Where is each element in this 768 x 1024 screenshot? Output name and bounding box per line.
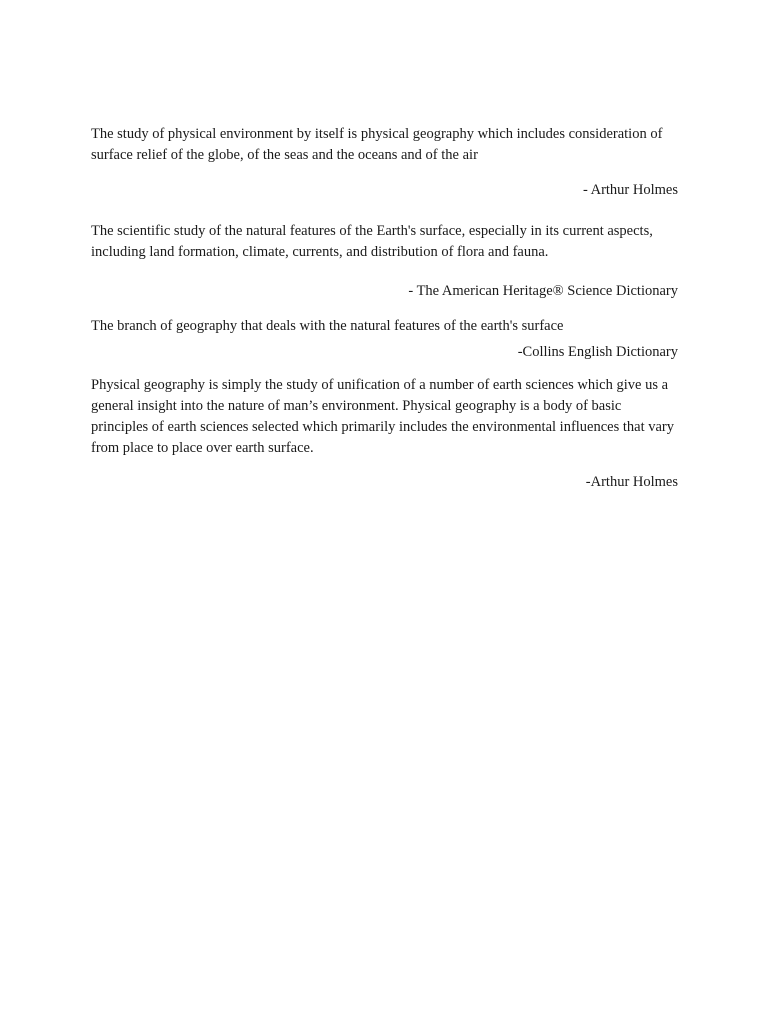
definition-quote-2: The scientific study of the natural features of the Earth's surface, especially in its current aspects, including land formation, climate, currents, and distribution of flora and fauna.	[91, 223, 653, 260]
attribution-1: - Arthur Holmes	[582, 182, 678, 198]
definition-quote-4: Physical geography is simply the study of unification of a number of earth sciences which give us a general insight into the nature of man’s environment. Physical geography is a body of basic principles of earth sciences selected which primarily includes the environmental influences that vary from place to place over earth surface.	[91, 377, 675, 456]
attribution-2: - The American Heritage® Science Dictionary	[408, 283, 678, 299]
document-page	[91, 124, 678, 493]
attribution-3: -Collins English Dictionary	[517, 344, 678, 360]
attribution-4: -Arthur Holmes	[585, 474, 678, 490]
definition-quote-1: The study of physical environment by itself is physical geography which includes consideration of surface relief of the globe, of the seas and the oceans and of the air	[91, 126, 663, 163]
definition-quote-3: The branch of geography that deals with the natural features of the earth's surface	[91, 318, 564, 334]
